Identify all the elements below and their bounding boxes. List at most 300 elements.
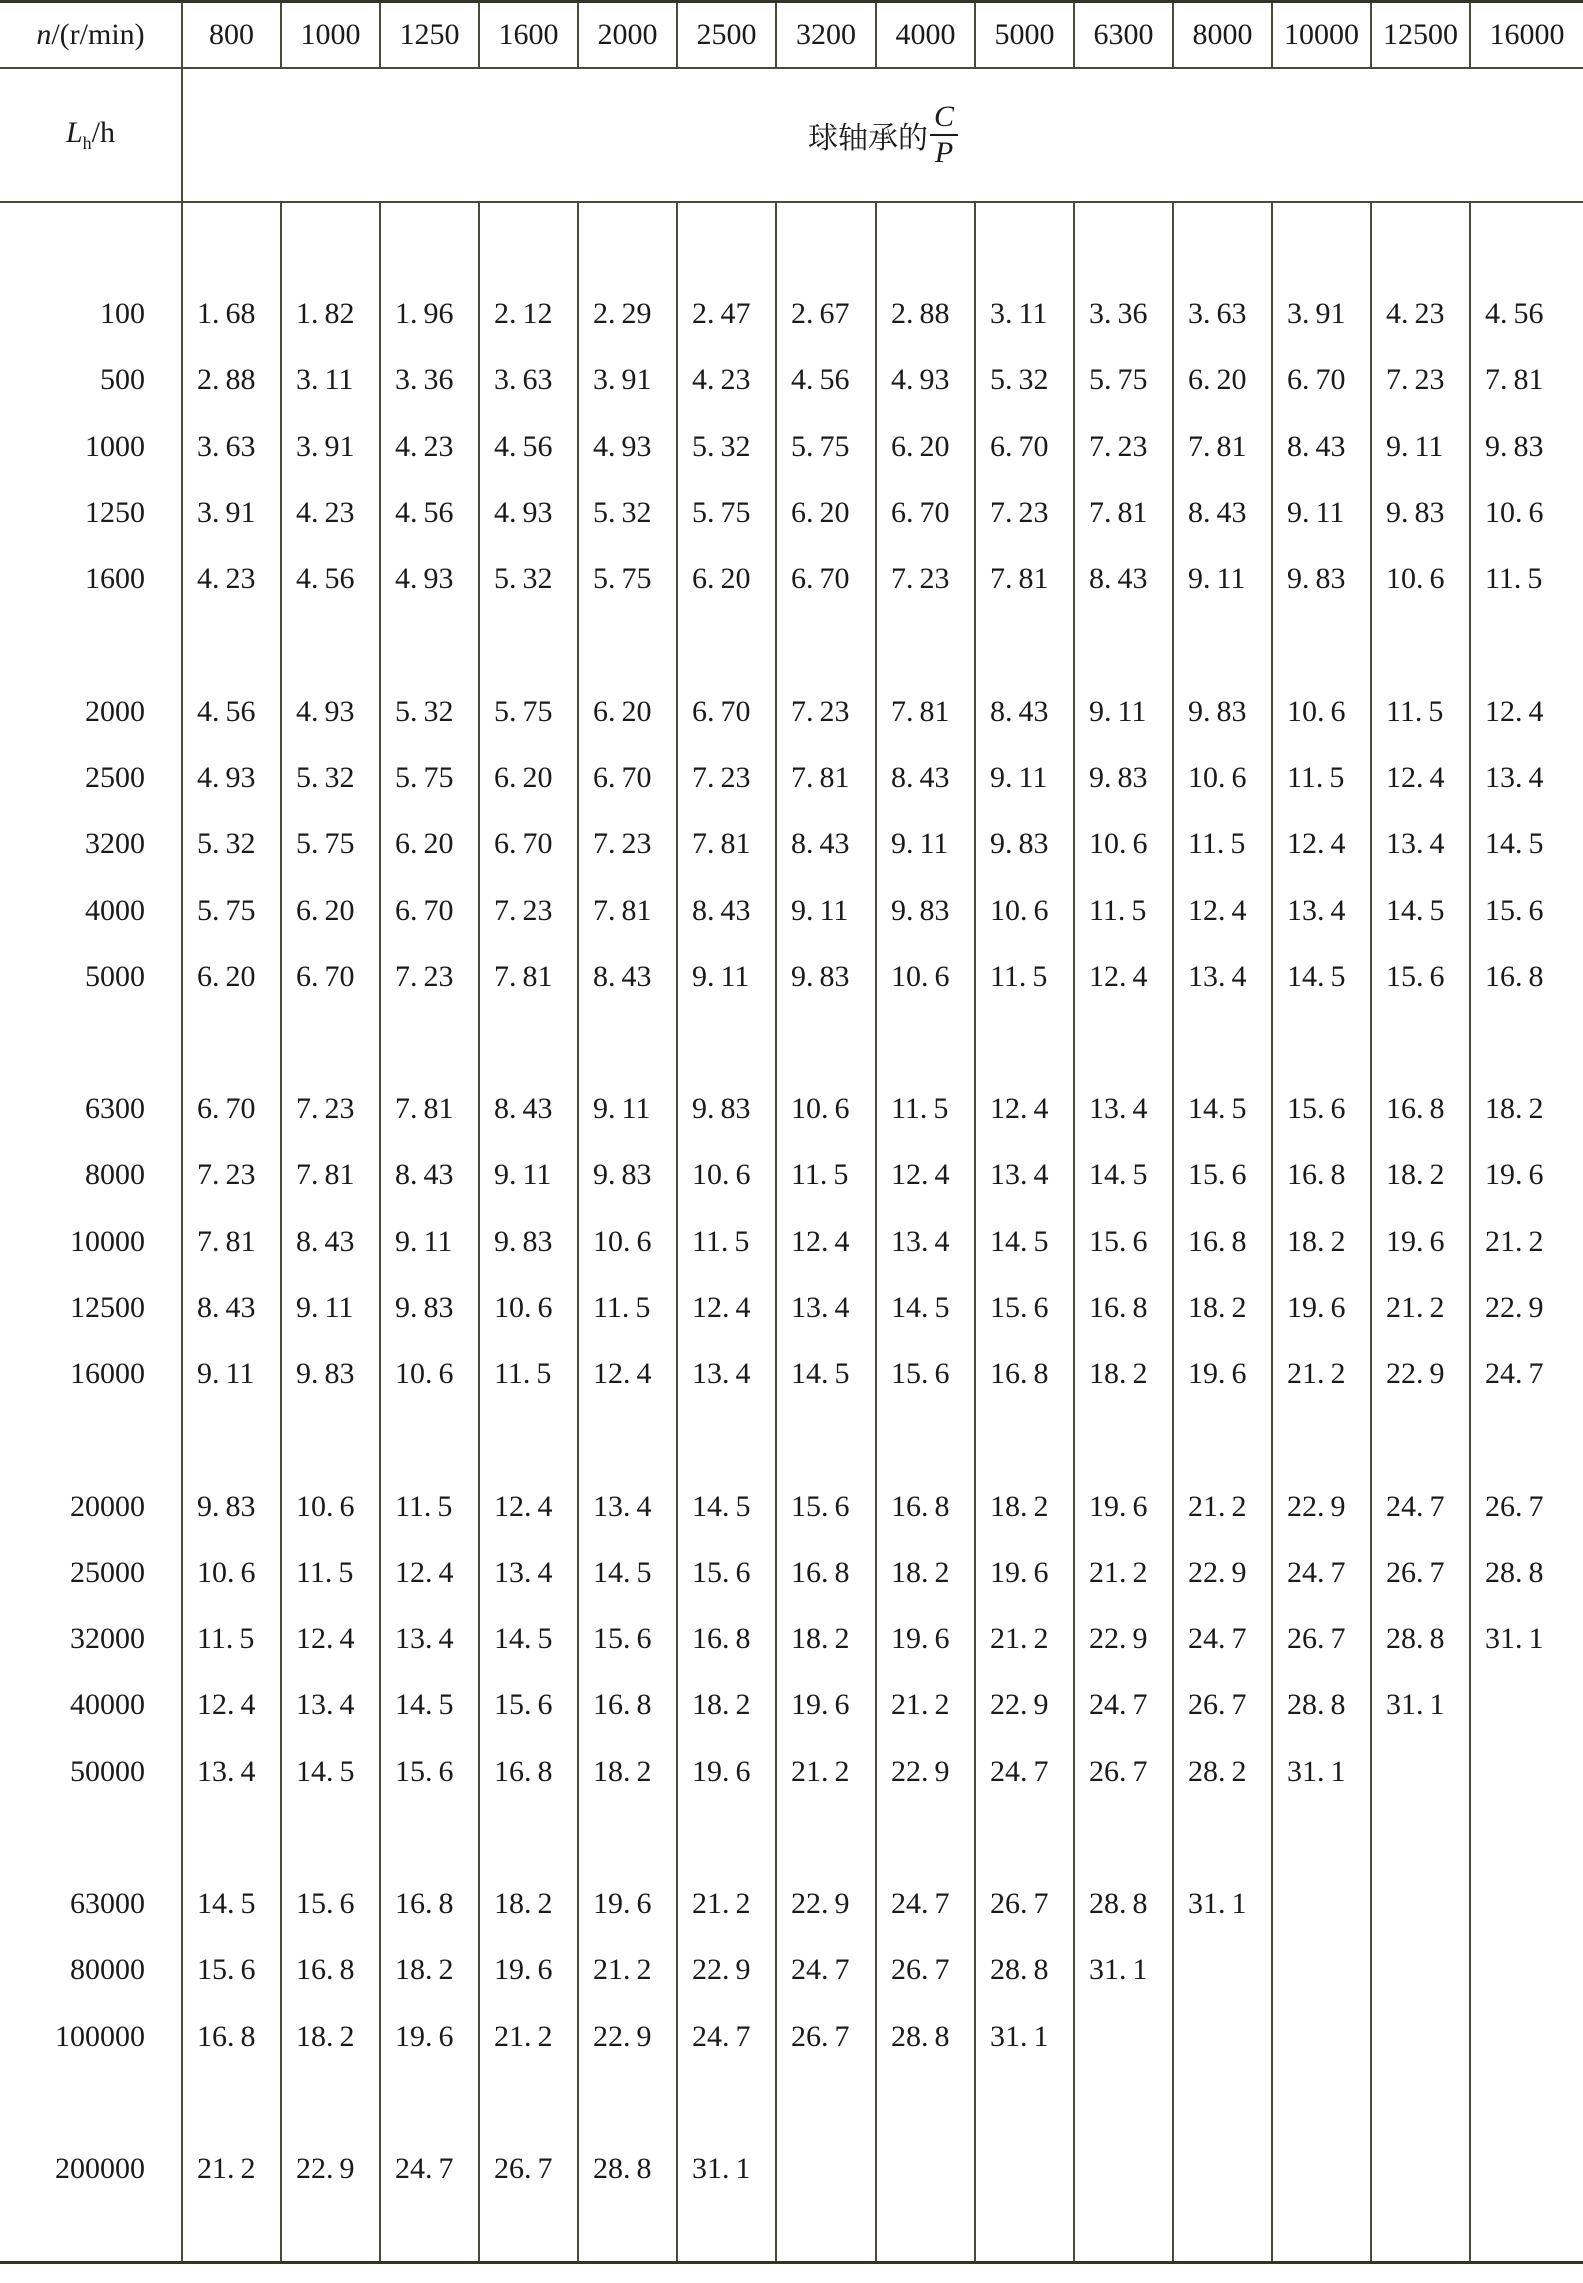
table-row [0, 745, 1583, 811]
spacer-cell [677, 202, 776, 281]
cp-value-cell: 12. 4 [281, 1606, 380, 1672]
cp-value-cell: 6. 70 [876, 480, 975, 546]
cp-value-cell: 5. 32 [182, 811, 281, 877]
spacer-cell [1173, 1407, 1272, 1473]
cp-value-cell: 2. 67 [776, 281, 876, 347]
cp-value-cell: 28. 8 [578, 2136, 677, 2202]
spacer-cell [876, 202, 975, 281]
spacer-cell [975, 1010, 1074, 1076]
cp-value-cell: 9. 83 [1173, 678, 1272, 744]
cp-value-cell: 16. 8 [479, 1739, 578, 1805]
cp-value-cell: 18. 2 [975, 1473, 1074, 1539]
cp-value-cell: 15. 6 [1371, 944, 1470, 1010]
spacer-cell [182, 1407, 281, 1473]
cp-value-cell [1470, 2004, 1583, 2070]
cp-value-cell: 7. 23 [776, 678, 876, 744]
cp-value-cell: 15. 6 [876, 1341, 975, 1407]
spacer-cell [578, 612, 677, 678]
cp-value-cell: 13. 4 [182, 1739, 281, 1805]
cp-value-cell [1470, 1937, 1583, 2003]
cp-value-cell: 3. 36 [1074, 281, 1173, 347]
cp-value-cell: 26. 7 [776, 2004, 876, 2070]
cp-value-cell: 3. 91 [182, 480, 281, 546]
cp-value-cell: 3. 91 [578, 347, 677, 413]
cp-value-cell: 16. 8 [1485, 959, 1544, 993]
spacer-cell [380, 612, 479, 678]
cp-value-cell: 14. 5 [1371, 877, 1470, 943]
spacer-cell [281, 202, 380, 281]
cp-value-cell: 11. 5 [1371, 678, 1470, 744]
spacer-cell [182, 202, 281, 281]
cp-value-cell: 26. 7 [1371, 1540, 1470, 1606]
cp-value-cell: 10. 6 [1074, 811, 1173, 877]
cp-value-cell: 15. 6 [1272, 1076, 1371, 1142]
cp-value-cell: 5. 32 [281, 745, 380, 811]
cp-value-cell: 22. 9 [281, 2136, 380, 2202]
cp-value-cell: 18. 2 [1173, 1275, 1272, 1341]
cp-value-cell: 7. 23 [380, 944, 479, 1010]
cp-value-cell: 5. 32 [479, 546, 578, 612]
cp-value-cell: 7. 81 [578, 877, 677, 943]
cp-value-cell: 6. 70 [975, 414, 1074, 480]
table-row [0, 1540, 1583, 1606]
cp-value-cell: 9. 11 [281, 1275, 380, 1341]
spacer-cell [677, 1805, 776, 1871]
speed-column-header: 5000 [975, 2, 1074, 69]
life-hours-cell: 25000 [0, 1540, 182, 1606]
cp-value-cell: 12. 4 [479, 1473, 578, 1539]
cp-value-cell: 6. 20 [1173, 347, 1272, 413]
spacer-cell [479, 612, 578, 678]
spacer-cell [0, 202, 182, 281]
spacer-cell [677, 2070, 776, 2136]
cp-value-cell: 8. 43 [677, 877, 776, 943]
cp-value-cell: 14. 5 [1074, 1142, 1173, 1208]
spacer-cell [677, 612, 776, 678]
cp-value-cell: 4. 23 [281, 480, 380, 546]
spacer-cell [380, 1407, 479, 1473]
cp-value-cell [1371, 1739, 1470, 1805]
cp-value-cell: 11. 5 [1074, 877, 1173, 943]
cp-value-cell: 14. 5 [281, 1739, 380, 1805]
table-row [0, 2136, 1583, 2202]
spacer-cell [975, 612, 1074, 678]
cp-value-cell: 9. 11 [578, 1076, 677, 1142]
cp-value-cell: 13. 4 [1173, 944, 1272, 1010]
cp-value-cell: 9. 83 [182, 1473, 281, 1539]
cp-value-cell: 9. 83 [876, 877, 975, 943]
cp-value-cell: 6. 20 [776, 480, 876, 546]
table-row [0, 944, 1583, 1010]
cp-value-cell [1272, 2004, 1371, 2070]
cp-value-cell: 10. 6 [1485, 496, 1544, 530]
table-row [0, 1341, 1583, 1407]
speed-column-header: 12500 [1371, 2, 1470, 69]
cp-value-cell: 8. 43 [182, 1275, 281, 1341]
cp-value-cell: 6. 20 [380, 811, 479, 877]
spacer-cell [776, 612, 876, 678]
cp-value-cell: 24. 7 [876, 1871, 975, 1937]
cp-value-cell [1470, 2136, 1583, 2202]
cp-value-cell: 24. 7 [1173, 1606, 1272, 1672]
cp-value-cell: 3. 63 [182, 414, 281, 480]
group-spacer [0, 2202, 1583, 2263]
cp-value-cell: 16. 8 [380, 1871, 479, 1937]
spacer-cell [1173, 612, 1272, 678]
spacer-cell [1272, 2202, 1371, 2263]
group-spacer [0, 1407, 1583, 1473]
cp-value-cell: 28. 8 [876, 2004, 975, 2070]
cp-value-cell: 8. 43 [479, 1076, 578, 1142]
cp-value-cell: 7. 23 [281, 1076, 380, 1142]
cp-value-cell: 21. 2 [776, 1739, 876, 1805]
speed-column-header: 6300 [1074, 2, 1173, 69]
cp-value-cell: 11. 5 [1173, 811, 1272, 877]
cp-value-cell: 13. 4 [578, 1473, 677, 1539]
table-row [0, 414, 1583, 480]
cp-value-cell: 10. 6 [876, 944, 975, 1010]
table-row [0, 546, 1583, 612]
cp-value-cell: 21. 2 [1074, 1540, 1173, 1606]
group-spacer [0, 1010, 1583, 1076]
life-hours-cell: 20000 [0, 1473, 182, 1539]
cp-value-cell: 11. 5 [380, 1473, 479, 1539]
spacer-cell [0, 2202, 182, 2263]
cp-value-cell: 12. 4 [182, 1672, 281, 1738]
cp-value-cell: 10. 6 [1173, 745, 1272, 811]
cp-value-cell: 18. 2 [776, 1606, 876, 1672]
cp-value-cell: 12. 4 [578, 1341, 677, 1407]
cp-value-cell: 31. 1 [1173, 1871, 1272, 1937]
spacer-cell [975, 1407, 1074, 1473]
spacer-cell [975, 202, 1074, 281]
cp-value-cell: 9. 11 [380, 1209, 479, 1275]
cp-value-cell: 14. 5 [182, 1871, 281, 1937]
cp-value-cell: 12. 4 [876, 1142, 975, 1208]
cp-value-cell: 6. 20 [479, 745, 578, 811]
cp-value-cell: 21. 2 [1173, 1473, 1272, 1539]
cp-value-cell: 7. 81 [380, 1076, 479, 1142]
group-spacer [0, 2070, 1583, 2136]
cp-value-cell: 4. 23 [182, 546, 281, 612]
cp-value-cell: 24. 7 [1371, 1473, 1470, 1539]
spacer-cell [578, 2202, 677, 2263]
cp-value-cell: 7. 81 [1074, 480, 1173, 546]
spacer-cell [578, 2070, 677, 2136]
cp-value-cell: 19. 6 [578, 1871, 677, 1937]
cp-value-cell: 4. 23 [1371, 281, 1470, 347]
spacer-cell [1371, 1805, 1470, 1871]
speed-header-row [0, 2, 1583, 69]
cp-value-cell: 4. 23 [677, 347, 776, 413]
cp-value-cell: 12. 4 [380, 1540, 479, 1606]
cp-value-cell: 10. 6 [182, 1540, 281, 1606]
cp-value-cell: 8. 43 [975, 678, 1074, 744]
cp-value-cell: 18. 2 [677, 1672, 776, 1738]
cp-value-cell: 21. 2 [578, 1937, 677, 2003]
cp-value-cell: 11. 5 [975, 944, 1074, 1010]
cp-value-cell: 7. 81 [677, 811, 776, 877]
speed-column-header: 8000 [1173, 2, 1272, 69]
cp-value-cell [1074, 2004, 1173, 2070]
cp-value-cell: 12. 4 [975, 1076, 1074, 1142]
cp-value-cell: 22. 9 [876, 1739, 975, 1805]
cp-value-cell: 31. 1 [1272, 1739, 1371, 1805]
spacer-cell [776, 2070, 876, 2136]
spacer-cell [1371, 612, 1470, 678]
cp-value-cell: 13. 4 [380, 1606, 479, 1672]
speed-column-header: 1000 [281, 2, 380, 69]
cp-value-cell: 15. 6 [1074, 1209, 1173, 1275]
cp-value-cell: 24. 7 [1074, 1672, 1173, 1738]
spacer-cell [876, 1010, 975, 1076]
cp-value-cell: 22. 9 [1371, 1341, 1470, 1407]
spacer-cell [479, 202, 578, 281]
life-hours-cell: 16000 [0, 1341, 182, 1407]
cp-value-cell: 13. 4 [975, 1142, 1074, 1208]
spacer-cell [1272, 202, 1371, 281]
spacer-cell [1470, 612, 1583, 678]
cp-value-cell: 5. 32 [578, 480, 677, 546]
cp-value-cell: 11. 5 [1272, 745, 1371, 811]
cp-value-cell [1371, 1937, 1470, 2003]
cp-value-cell: 6. 20 [876, 414, 975, 480]
cp-value-cell: 10. 6 [1371, 546, 1470, 612]
table-row [0, 811, 1583, 877]
cp-ratio-title: 球轴承的 $\frac{C}{P}$ [182, 68, 1583, 202]
group-spacer [0, 612, 1583, 678]
cp-value-cell: 15. 6 [1173, 1142, 1272, 1208]
life-hours-cell: 2500 [0, 745, 182, 811]
cp-value-cell: 26. 7 [975, 1871, 1074, 1937]
spacer-cell [578, 1407, 677, 1473]
speed-column-header: 1250 [380, 2, 479, 69]
cp-value-cell: 6. 70 [479, 811, 578, 877]
life-hours-cell: 1000 [0, 414, 182, 480]
spacer-cell [182, 612, 281, 678]
cp-value-cell: 13. 4 [479, 1540, 578, 1606]
cp-value-cell: 3. 11 [975, 281, 1074, 347]
cp-value-cell [876, 2136, 975, 2202]
spacer-cell [677, 1407, 776, 1473]
cp-value-cell: 8. 43 [1074, 546, 1173, 612]
cp-value-cell [1470, 1871, 1583, 1937]
life-hours-cell: 63000 [0, 1871, 182, 1937]
cp-value-cell: 7. 81 [281, 1142, 380, 1208]
cp-value-cell: 6. 70 [776, 546, 876, 612]
cp-value-cell: 7. 23 [578, 811, 677, 877]
cp-value-cell [776, 2136, 876, 2202]
cp-value-cell: 5. 75 [281, 811, 380, 877]
cp-value-cell: 7. 23 [479, 877, 578, 943]
cp-value-cell: 7. 81 [182, 1209, 281, 1275]
cp-value-cell: 16. 8 [776, 1540, 876, 1606]
cp-value-cell [975, 2136, 1074, 2202]
cp-value-cell: 1. 82 [281, 281, 380, 347]
spacer-cell [1173, 1805, 1272, 1871]
life-hours-cell: 1600 [0, 546, 182, 612]
cp-value-cell: 28. 8 [975, 1937, 1074, 2003]
cp-value-cell: 9. 83 [479, 1209, 578, 1275]
cp-value-cell: 10. 6 [578, 1209, 677, 1275]
cp-value-cell: 8. 43 [1173, 480, 1272, 546]
spacer-cell [1371, 2202, 1470, 2263]
cp-value-cell: 15. 6 [578, 1606, 677, 1672]
cp-value-cell [1371, 1871, 1470, 1937]
cp-value-cell: 22. 9 [1074, 1606, 1173, 1672]
cp-value-cell: 19. 6 [776, 1672, 876, 1738]
cp-value-cell: 19. 6 [1173, 1341, 1272, 1407]
speed-column-header: 2000 [578, 2, 677, 69]
spacer-cell [281, 1407, 380, 1473]
spacer-cell [479, 1805, 578, 1871]
cp-value-cell: 1. 96 [380, 281, 479, 347]
cp-value-cell: 6. 20 [578, 678, 677, 744]
cp-value-cell: 12. 4 [1173, 877, 1272, 943]
cp-value-cell: 8. 43 [281, 1209, 380, 1275]
cp-value-cell: 9. 83 [1371, 480, 1470, 546]
group-spacer [0, 1805, 1583, 1871]
cp-value-cell: 6. 70 [677, 678, 776, 744]
cp-value-cell: 22. 9 [975, 1672, 1074, 1738]
spacer-cell [1074, 2202, 1173, 2263]
table-row [0, 480, 1583, 546]
life-hours-cell: 8000 [0, 1142, 182, 1208]
cp-value-cell: 5. 75 [380, 745, 479, 811]
cp-value-cell: 12. 4 [1485, 694, 1544, 728]
cp-value-cell: 3. 11 [281, 347, 380, 413]
cp-value-cell: 19. 6 [1371, 1209, 1470, 1275]
cp-value-cell: 11. 5 [578, 1275, 677, 1341]
cp-value-cell: 12. 4 [677, 1275, 776, 1341]
cp-value-cell: 28. 8 [1371, 1606, 1470, 1672]
spacer-cell [1272, 1407, 1371, 1473]
speed-column-header: 3200 [776, 2, 876, 69]
cp-value-cell: 4. 93 [281, 678, 380, 744]
cp-value-cell: 16. 8 [1371, 1076, 1470, 1142]
table-row [0, 1473, 1583, 1539]
life-hours-cell: 10000 [0, 1209, 182, 1275]
cp-value-cell: 13. 4 [1371, 811, 1470, 877]
cp-value-cell: 13. 4 [281, 1672, 380, 1738]
spacer-cell [380, 1805, 479, 1871]
spacer-cell [1470, 1010, 1583, 1076]
spacer-cell [1470, 2070, 1583, 2136]
cp-value-cell: 6. 70 [578, 745, 677, 811]
cp-value-cell: 4. 93 [182, 745, 281, 811]
cp-value-cell: 9. 83 [578, 1142, 677, 1208]
cp-value-cell: 22. 9 [677, 1937, 776, 2003]
cp-value-cell [1173, 2136, 1272, 2202]
cp-value-cell: 26. 7 [1074, 1739, 1173, 1805]
cp-value-cell: 18. 2 [1074, 1341, 1173, 1407]
cp-value-cell: 13. 4 [677, 1341, 776, 1407]
cp-value-cell: 15. 6 [380, 1739, 479, 1805]
life-hours-cell: 3200 [0, 811, 182, 877]
life-hours-cell: 4000 [0, 877, 182, 943]
cp-value-cell: 6. 70 [1272, 347, 1371, 413]
speed-column-header: 1600 [479, 2, 578, 69]
cp-value-cell [1272, 2136, 1371, 2202]
spacer-cell [0, 1407, 182, 1473]
cp-value-cell: 13. 4 [876, 1209, 975, 1275]
table-row [0, 347, 1583, 413]
cp-value-cell: 24. 7 [975, 1739, 1074, 1805]
speed-axis-label: n/(r/min) [0, 2, 182, 69]
cp-value-cell: 21. 2 [182, 2136, 281, 2202]
cp-value-cell: 18. 2 [578, 1739, 677, 1805]
spacer-cell [1371, 202, 1470, 281]
spacer-cell [876, 1407, 975, 1473]
cp-value-cell [1470, 1672, 1583, 1738]
cp-value-cell: 24. 7 [677, 2004, 776, 2070]
cp-value-cell: 7. 81 [479, 944, 578, 1010]
cp-value-cell: 16. 8 [1272, 1142, 1371, 1208]
cp-value-cell: 13. 4 [776, 1275, 876, 1341]
spacer-cell [1470, 1805, 1583, 1871]
spacer-cell [578, 1010, 677, 1076]
cp-value-cell: 4. 23 [380, 414, 479, 480]
table-row [0, 1672, 1583, 1738]
table-row [0, 1209, 1583, 1275]
spacer-cell [380, 1010, 479, 1076]
cp-value-cell: 18. 2 [1272, 1209, 1371, 1275]
cp-fraction: $\frac{C}{P}$ [930, 102, 958, 168]
cp-value-cell: 12. 4 [1272, 811, 1371, 877]
cp-value-cell: 19. 6 [1272, 1275, 1371, 1341]
spacer-cell [0, 612, 182, 678]
spacer-cell [182, 2070, 281, 2136]
spacer-cell [479, 2202, 578, 2263]
cp-value-cell: 24. 7 [776, 1937, 876, 2003]
cp-value-cell: 12. 4 [776, 1209, 876, 1275]
life-hours-cell: 2000 [0, 678, 182, 744]
cp-value-cell: 26. 7 [876, 1937, 975, 2003]
cp-value-cell: 2. 88 [876, 281, 975, 347]
cp-value-cell: 9. 83 [281, 1341, 380, 1407]
spacer-cell [975, 2202, 1074, 2263]
spacer-cell [776, 2202, 876, 2263]
table-row [0, 2004, 1583, 2070]
cp-value-cell: 5. 75 [479, 678, 578, 744]
speed-column-header: 10000 [1272, 2, 1371, 69]
cp-value-cell: 9. 11 [1074, 678, 1173, 744]
spacer-cell [1272, 1010, 1371, 1076]
cp-value-cell: 13. 4 [1485, 760, 1544, 794]
spacer-cell [281, 1805, 380, 1871]
cp-value-cell: 19. 6 [677, 1739, 776, 1805]
cp-value-cell: 21. 2 [1272, 1341, 1371, 1407]
cp-value-cell: 14. 5 [776, 1341, 876, 1407]
cp-value-cell: 22. 9 [1173, 1540, 1272, 1606]
life-hours-cell: 32000 [0, 1606, 182, 1672]
spacer-cell [380, 202, 479, 281]
cp-value-cell: 26. 7 [1485, 1489, 1544, 1523]
life-hours-cell: 6300 [0, 1076, 182, 1142]
cp-value-cell: 19. 6 [479, 1937, 578, 2003]
cp-value-cell: 14. 5 [975, 1209, 1074, 1275]
cp-value-cell: 9. 11 [776, 877, 876, 943]
spacer-cell [1074, 612, 1173, 678]
life-hours-cell: 1250 [0, 480, 182, 546]
cp-value-cell: 4. 93 [578, 414, 677, 480]
cp-value-cell: 31. 1 [1485, 1622, 1544, 1656]
cp-value-cell: 9. 83 [975, 811, 1074, 877]
spacer-cell [479, 1010, 578, 1076]
cp-value-cell: 14. 5 [1272, 944, 1371, 1010]
cp-value-cell: 13. 4 [1074, 1076, 1173, 1142]
cp-value-cell: 9. 83 [1074, 745, 1173, 811]
